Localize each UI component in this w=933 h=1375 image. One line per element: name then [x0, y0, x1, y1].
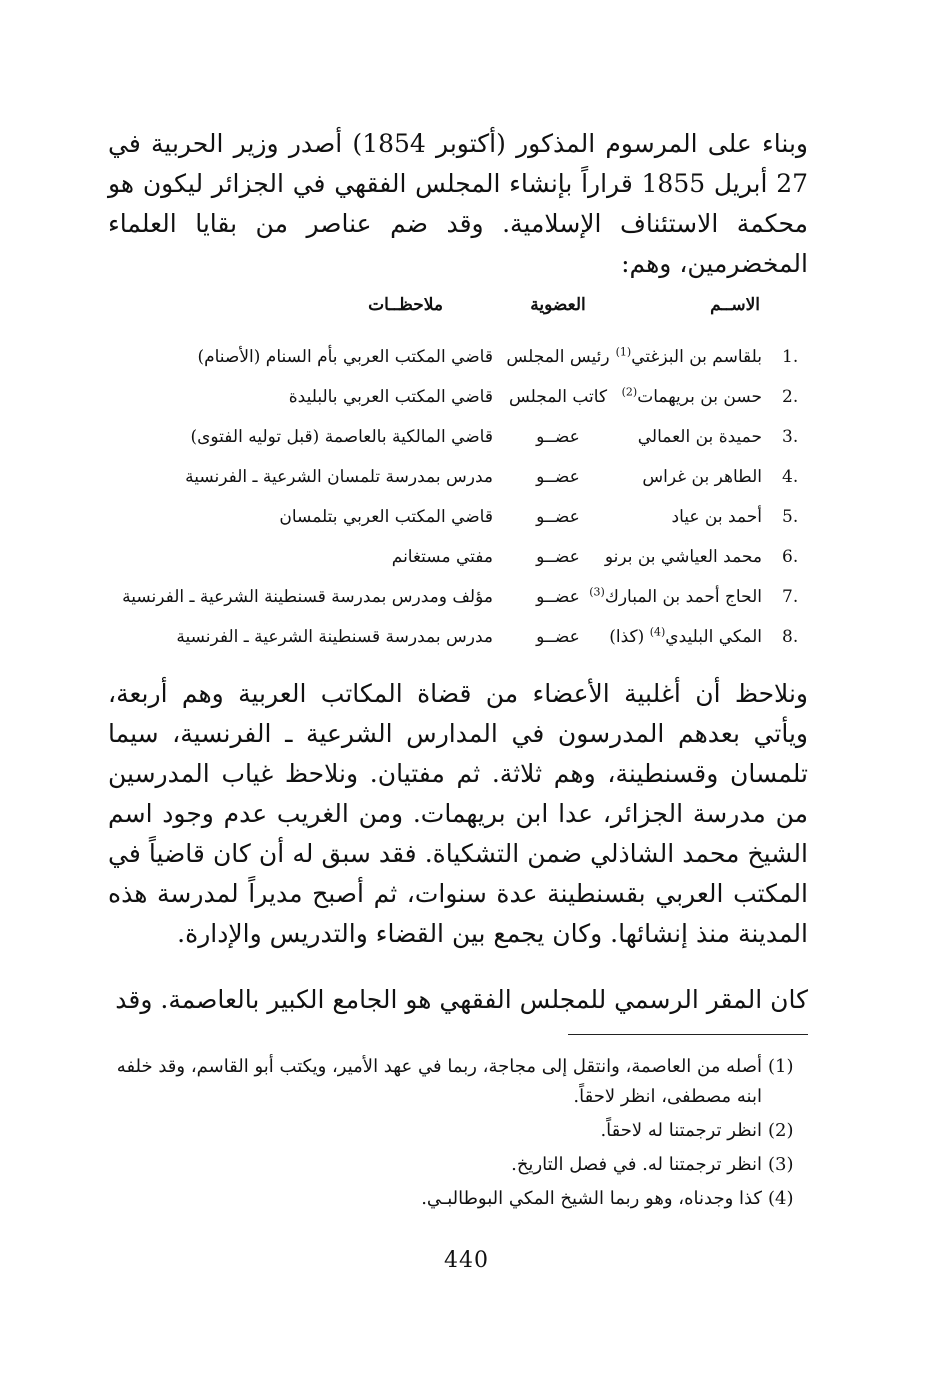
row-number: 4.: [782, 467, 799, 487]
member-name: بلقاسم بن البزغتي$^{(1)}$: [615, 345, 762, 367]
footnote: [108, 1184, 808, 1214]
member-role: عضــو: [536, 627, 580, 647]
table-row: [108, 457, 808, 497]
member-name: أحمد بن عياد: [671, 507, 762, 527]
table-row: [108, 377, 808, 417]
row-number: 1.: [782, 347, 799, 367]
paragraph-analysis: ونلاحظ أن أغلبية الأعضاء من قضاة المكاتب العربية وهم أربعة، ويأتي بعدهم المدرسون في المدارس الشرعية ـ الفرنسية، سيما تلمسان وقسنطينة، وهم ثلاثة. ثم مفتيان. ونلاحظ غياب المدرسين من مدرسة الجزائر، عدا ابن بريهمات. ومن الغريب عدم وجود اسم الشيخ محمد الشاذلي ضمن التشكياة. فقد سبق له أن كان قاضياً في المكتب العربي بقسنطينة عدة سنوات، ثم أصبح مديراً لمدرسة هذه المدينة منذ إنشائها. وكان يجمع بين القضاء والتدريس والإدارة.: [108, 679, 808, 948]
member-role: عضــو: [536, 427, 580, 447]
table-row: [108, 617, 808, 657]
footnote-ref: (4): [649, 625, 666, 639]
row-number: 7.: [782, 587, 799, 607]
footnote-text: انظر ترجمتنا له. في فصل التاريخ.: [511, 1154, 762, 1175]
footnote-ref: (2): [621, 385, 638, 399]
table-row: [108, 497, 808, 537]
member-notes: قاضي المكتب العربي بأم السنام (الأصنام): [197, 347, 493, 367]
row-number: 5.: [782, 507, 799, 527]
header-name: الاســم: [710, 295, 760, 315]
table-row: [108, 537, 808, 577]
member-notes: قاضي المالكية بالعاصمة (قبل توليه الفتوى): [190, 427, 493, 447]
footnote: [108, 1116, 808, 1146]
member-notes: قاضي المكتب العربي بتلمسان: [279, 507, 493, 527]
header-notes: ملاحظــات: [368, 295, 443, 315]
row-number: 3.: [782, 427, 799, 447]
member-role: رئيس المجلس: [506, 347, 610, 367]
footnote-ref: (1): [615, 345, 632, 359]
footnote: [108, 1052, 808, 1112]
page-number: 440: [444, 1248, 489, 1273]
row-number: 2.: [782, 387, 799, 407]
footnotes: [108, 1052, 808, 1218]
footnote-number: (1): [768, 1056, 794, 1077]
footnote: [108, 1150, 808, 1180]
member-role: عضــو: [536, 507, 580, 527]
row-number: 8.: [782, 627, 799, 647]
footnote-number: (3): [768, 1154, 794, 1175]
row-number: 6.: [782, 547, 799, 567]
table-row: [108, 337, 808, 377]
member-notes: مدرس بمدرسة تلمسان الشرعية ـ الفرنسية: [185, 467, 493, 487]
footnote-text: أصله من العاصمة، وانتقل إلى مجاجة، ربما في عهد الأمير، ويكتب أبو القاسم، وقد خلفه ابنه مصطفى، انظر لاحقاً.: [116, 1056, 762, 1107]
footnote-text: كذا وجدناه، وهو ربما الشيخ المكي البوطالبـي.: [421, 1188, 762, 1209]
table-row: [108, 417, 808, 457]
member-notes: مؤلف ومدرس بمدرسة قسنطينة الشرعية ـ الفرنسية: [122, 587, 493, 607]
table-row: [108, 577, 808, 617]
member-role: عضــو: [536, 547, 580, 567]
member-notes: مفتي مستغانم: [391, 547, 493, 567]
footnote-divider: [568, 1034, 808, 1035]
member-name: حميدة بن العمالي: [637, 427, 762, 447]
member-name: الحاج أحمد بن المبارك$^{(3)}$: [589, 585, 762, 607]
member-role: كاتب المجلس: [508, 387, 608, 407]
table-header: [108, 285, 808, 325]
member-role: عضــو: [536, 587, 580, 607]
member-name: محمد العياشي بن برنو: [604, 547, 762, 567]
paragraph-decree: وبناء على المرسوم المذكور (أكتوبر 1854) أصدر وزير الحربية في 27 أبريل 1855 قراراً بإنشاء المجلس الفقهي في الجزائر ليكون هو محكمة الاستئناف الإسلامية. وقد ضم عناصر من بقايا العلماء المخضرمين، وهم:: [108, 129, 808, 278]
paragraph-seat: كان المقر الرسمي للمجلس الفقهي هو الجامع الكبير بالعاصمة. وقد: [115, 985, 808, 1014]
footnote-ref: (3): [589, 585, 605, 599]
footnote-number: (4): [768, 1188, 794, 1209]
member-notes: قاضي المكتب العربي بالبليدة: [288, 387, 493, 407]
member-notes: مدرس بمدرسة قسنطينة الشرعية ـ الفرنسية: [176, 627, 493, 647]
footnote-number: (2): [768, 1120, 794, 1141]
member-name: حسن بن بريهمات$^{(2)}$: [621, 385, 762, 407]
member-name: الطاهر بن غراس: [642, 467, 762, 487]
member-role: عضــو: [536, 467, 580, 487]
member-name: المكي البليدي$^{(4)}$ (كذا): [609, 625, 762, 647]
footnote-text: انظر ترجمتنا له لاحقاً.: [600, 1120, 762, 1141]
header-role: العضوية: [530, 295, 586, 315]
